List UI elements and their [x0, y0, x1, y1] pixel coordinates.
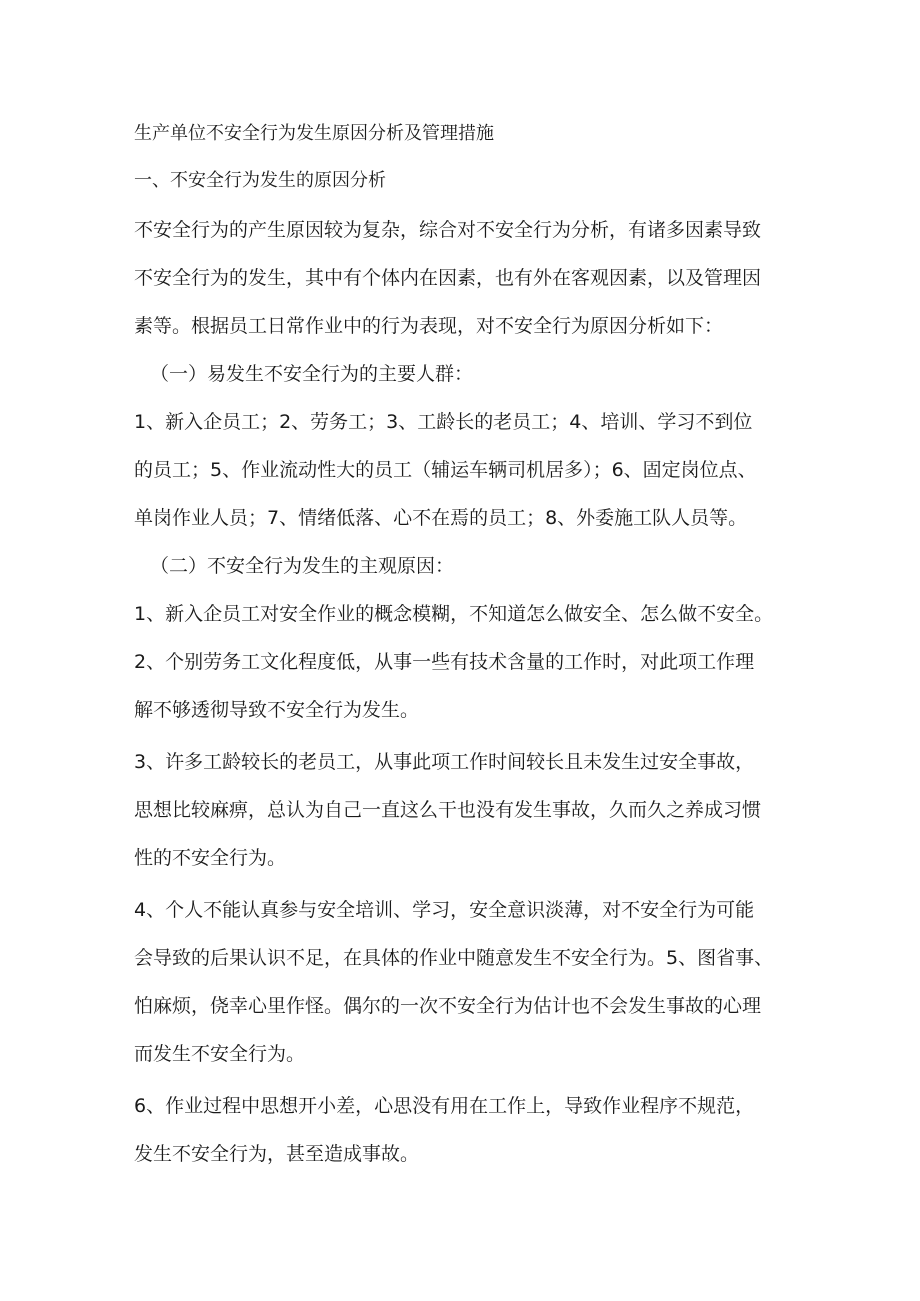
reason-paragraph: [134, 1082, 794, 1178]
paragraph-line: 单岗作业人员；7、情绪低落、心不在焉的员工；8、外委施工队人员等。: [134, 507, 748, 529]
paragraph-line: 4、个人不能认真参与安全培训、学习，安全意识淡薄，对不安全行为可能: [134, 899, 755, 921]
paragraph-line: 不安全行为的产生原因较为复杂，综合对不安全行为分析，有诸多因素导致: [134, 219, 762, 241]
paragraph-line: 解不够透彻导致不安全行为发生。: [134, 699, 420, 721]
reason-paragraph: [134, 590, 794, 638]
paragraph-line: 发生不安全行为，甚至造成事故。: [134, 1143, 420, 1165]
reason-paragraph: [134, 738, 794, 882]
reason-paragraph: [134, 638, 794, 734]
subsection-heading: （二）不安全行为发生的主观原因：: [150, 555, 455, 577]
paragraph-line: 素等。根据员工日常作业中的行为表现，对不安全行为原因分析如下：: [134, 315, 724, 337]
reason-paragraph: [134, 886, 794, 1078]
document-body: [134, 112, 794, 1178]
paragraph-line: 2、个别劳务工文化程度低，从事一些有技术含量的工作时，对此项工作理: [134, 651, 755, 673]
subsection-heading: （一）易发生不安全行为的主要人群：: [150, 363, 474, 385]
paragraph-line: 思想比较麻痹，总认为自己一直这么干也没有发生事故，久而久之养成习惯: [134, 799, 762, 821]
paragraph-line: 1、新入企员工对安全作业的概念模糊，不知道怎么做安全、怎么做不安全。: [134, 603, 774, 625]
document-title: 生产单位不安全行为发生原因分析及管理措施: [134, 123, 494, 144]
paragraph-line: 怕麻烦，侥幸心里作怪。偶尔的一次不安全行为估计也不会发生事故的心理: [134, 995, 762, 1017]
section-heading: 一、不安全行为发生的原因分析: [134, 170, 386, 191]
paragraph-line: 1、新入企员工；2、劳务工；3、工龄长的老员工；4、培训、学习不到位: [134, 411, 753, 433]
paragraph-line: 的员工；5、作业流动性大的员工（辅运车辆司机居多）；6、固定岗位点、: [134, 459, 757, 481]
paragraph-line: 3、许多工龄较长的老员工，从事此项工作时间较长且未发生过安全事故，: [134, 751, 755, 773]
paragraph-line: 会导致的后果认识不足，在具体的作业中随意发生不安全行为。5、图省事、: [134, 947, 774, 969]
risk-groups-paragraph: [134, 398, 794, 542]
paragraph-line: 而发生不安全行为。: [134, 1043, 306, 1065]
intro-paragraph: [134, 206, 794, 350]
paragraph-line: 性的不安全行为。: [134, 847, 287, 869]
paragraph-line: 6、作业过程中思想开小差，心思没有用在工作上，导致作业程序不规范，: [134, 1095, 755, 1117]
paragraph-line: 不安全行为的发生，其中有个体内在因素，也有外在客观因素，以及管理因: [134, 267, 762, 289]
